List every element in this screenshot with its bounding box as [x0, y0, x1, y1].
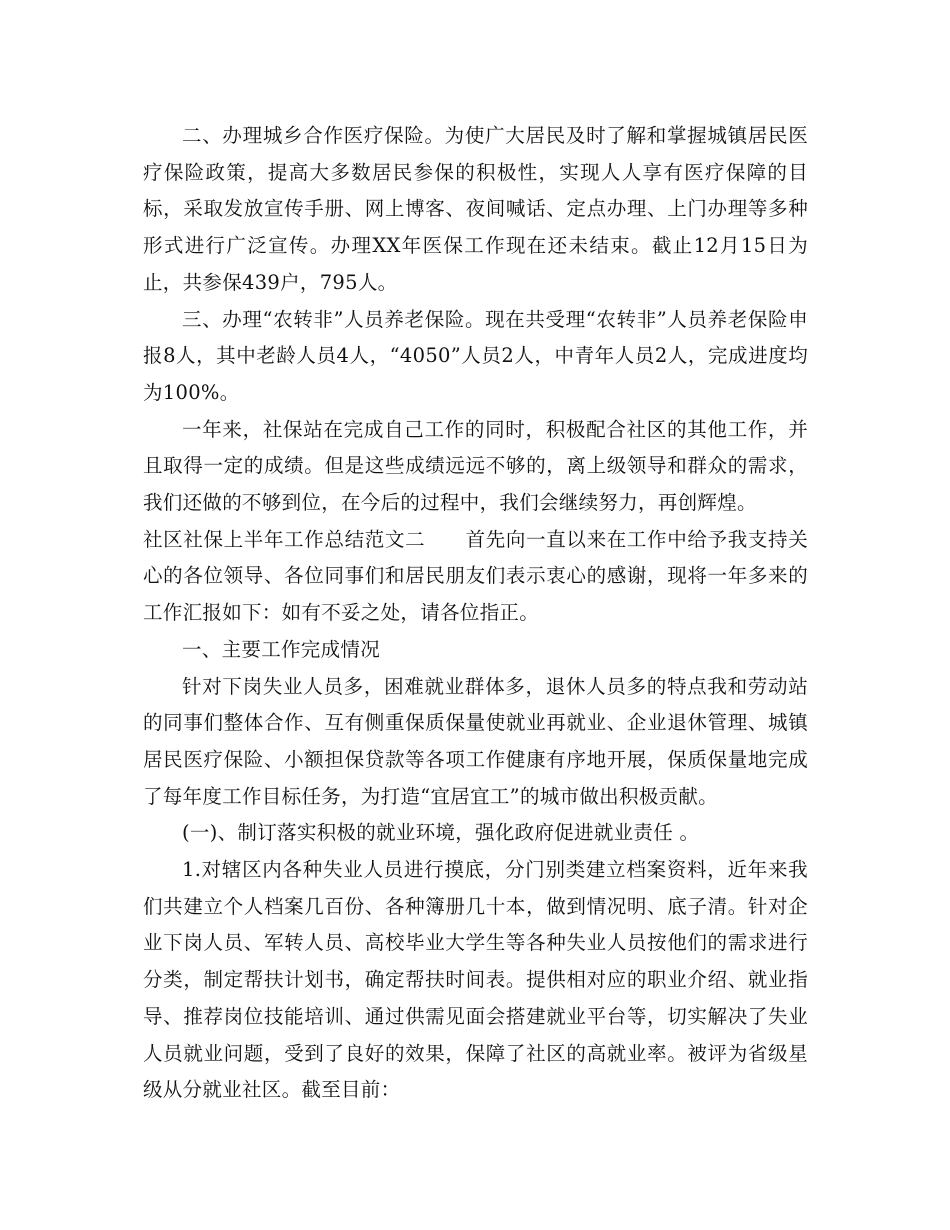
paragraph-pension-insurance: 三、办理“农转非”人员养老保险。现在共受理“农转非”人员养老保险申报8人，其中老龄人员4人，“4050”人员2人，中青年人员2人，完成进度均为100%。	[143, 307, 808, 404]
section-heading-main-work: 一、主要工作完成情况	[182, 637, 381, 661]
subheading-employment-environment: (一)、制订落实积极的就业环境，强化政府促进就业责任 。	[182, 821, 700, 845]
paragraph-unemployed-survey: 1.对辖区内各种失业人员进行摸底，分门别类建立档案资料，近年来我们共建立个人档案几百份、各种簿册几十本，做到情况明、底子清。针对企业下岗人员、军转人员、高校毕业大学生等各种失业人员按他们的需求进行分类，制定帮扶计划书，确定帮扶时间表。提供相对应的职业介绍、就业指导、推荐岗位技能培训、通过供需见面会搭建就业平台等，切实解决了失业人员就业问题，受到了良好的效果，保障了社区的高就业率。被评为省级星级从分就业社区。截至目前：	[143, 858, 808, 1102]
document-body	[143, 118, 808, 1109]
paragraph-year-summary: 一年来，社保站在完成自己工作的同时，积极配合社区的其他工作，并且取得一定的成绩。但是这些成绩远远不够的，离上级领导和群众的需求，我们还做的不够到位，在今后的过程中，我们会继续努力，再创辉煌。	[143, 417, 808, 515]
paragraph-sample-two-intro: 社区社保上半年工作总结范文二 首先向一直以来在工作中给予我支持关心的各位领导、各位同事们和居民朋友们表示衷心的感谢，现将一年多来的工作汇报如下：如有不妥之处，请各位指正。	[143, 527, 808, 625]
paragraph-work-overview: 针对下岗失业人员多，困难就业群体多，退休人员多的特点我和劳动站的同事们整体合作、互有侧重保质保量使就业再就业、企业退休管理、城镇居民医疗保险、小额担保贷款等各项工作健康有序地开展，保质保量地完成了每年度工作目标任务，为打造“宜居宜工”的城市做出积极贡献。	[143, 674, 808, 808]
paragraph-medical-insurance: 二、办理城乡合作医疗保险。为使广大居民及时了解和掌握城镇居民医疗保险政策，提高大多数居民参保的积极性，实现人人享有医疗保障的目标，采取发放宣传手册、网上博客、夜间喊话、定点办理、上门办理等多种形式进行广泛宣传。办理XX年医保工作现在还未结束。截止12月15日为止，共参保439户，795人。	[143, 124, 808, 294]
